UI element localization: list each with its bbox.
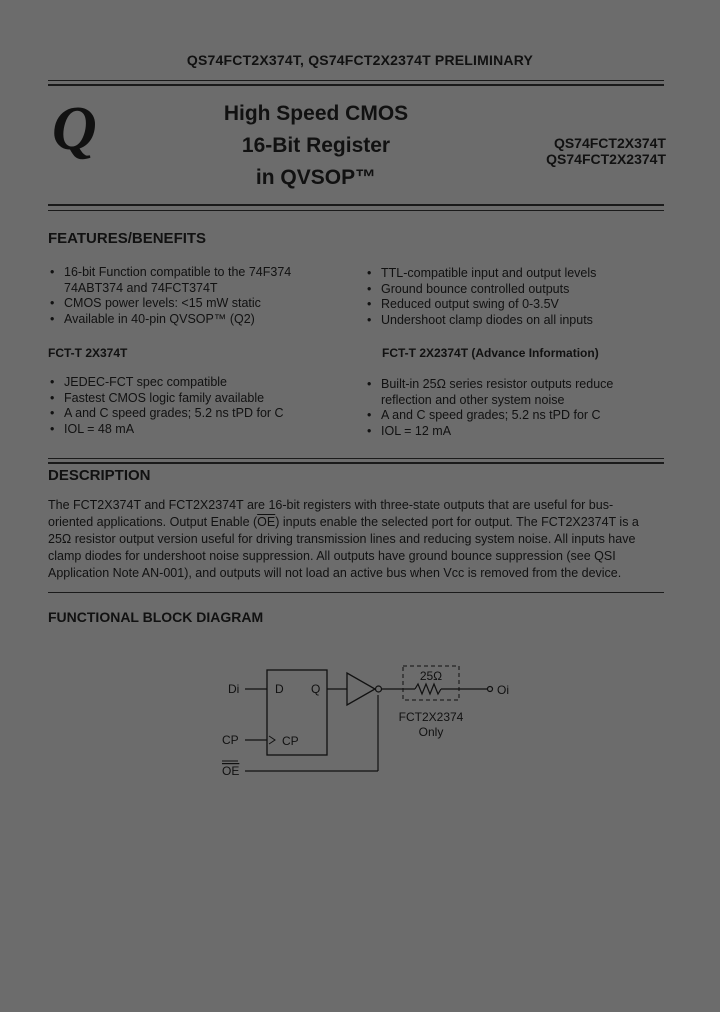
subsection-heading-2x2374t: FCT-T 2X2374T (Advance Information) xyxy=(382,346,599,360)
oe-overbar-text: $\overline{OE}$ xyxy=(257,515,276,529)
list-item: • A and C speed grades; 5.2 ns tPD for C xyxy=(48,406,358,422)
list-item: • Ground bounce controlled outputs xyxy=(365,282,665,298)
subsection-heading-2x374t: FCT-T 2X374T xyxy=(48,346,128,360)
title-line-2: 16-Bit Register xyxy=(241,134,391,157)
block-diagram xyxy=(0,640,720,800)
description-line-5: Application Note AN-001), and outputs will not load an active bus when Vcc is removed from the device. xyxy=(48,566,622,580)
list-item: • JEDEC-FCT spec compatible xyxy=(48,375,358,391)
output-terminal-icon xyxy=(488,687,493,692)
description-line-2a: oriented applications. Output Enable ( xyxy=(48,515,258,529)
title-line-3: in QVSOP™ xyxy=(255,166,377,189)
section-rule xyxy=(48,458,664,459)
description-line-3: 25Ω resistor output version useful for driving transmission lines and reducing system noise. All inputs have xyxy=(48,532,636,546)
list-item: • Reduced output swing of 0-3.5V xyxy=(365,297,665,313)
list-item: • TTL-compatible input and output levels xyxy=(365,266,665,282)
diagram-heading: FUNCTIONAL BLOCK DIAGRAM xyxy=(48,609,264,625)
description-heading: DESCRIPTION xyxy=(48,467,151,484)
product-title xyxy=(200,98,432,194)
clock-edge-icon xyxy=(269,736,275,744)
sub-left-list xyxy=(48,375,358,437)
cp-pin-label: CP xyxy=(282,734,299,748)
description-body xyxy=(48,497,668,582)
sub-right-list xyxy=(365,377,665,439)
part-number-1: QS74FCT2X374T xyxy=(553,135,666,151)
diagram-rule xyxy=(48,592,664,593)
list-item: • A and C speed grades; 5.2 ns tPD for C xyxy=(365,408,665,424)
description-line-2 xyxy=(48,514,668,531)
title-line-1: High Speed CMOS xyxy=(223,102,409,125)
list-item: • Fastest CMOS logic family available xyxy=(48,391,358,407)
part-number-2: QS74FCT2X2374T xyxy=(546,151,666,167)
description-line-2c: ) inputs enable the selected port for output. The FCT2X2374T is a xyxy=(275,515,639,529)
list-item: • IOL = 12 mA xyxy=(365,424,665,440)
list-item: • Available in 40-pin QVSOP™ (Q2) xyxy=(48,312,358,328)
option-note-line-1: FCT2X2374 xyxy=(398,710,464,724)
inverter-bubble-icon xyxy=(376,686,382,692)
buffer-triangle-icon xyxy=(347,673,375,705)
part-numbers xyxy=(520,135,666,167)
list-item: • IOL = 48 mA xyxy=(48,422,358,438)
description-line-4: clamp diodes for undershoot noise suppression. All outputs have ground bounce suppression (see QSI xyxy=(48,549,616,563)
description-line-1: The FCT2X374T and FCT2X2374T are 16-bit registers with three-state outputs that are useful for bus- xyxy=(48,498,614,512)
cp-input-label: CP xyxy=(222,733,239,747)
oi-label: Oi xyxy=(497,683,509,697)
header-rule-thick xyxy=(48,84,664,86)
section-rule-thick xyxy=(48,462,664,464)
resistor-value: 25Ω xyxy=(419,669,443,683)
list-item: • 16-bit Function compatible to the 74F374 xyxy=(48,265,358,281)
option-note-line-2: Only xyxy=(418,725,444,739)
features-heading: FEATURES/BENEFITS xyxy=(48,230,207,247)
features-right-list xyxy=(365,266,665,328)
features-left-list xyxy=(48,265,358,327)
list-item: • Undershoot clamp diodes on all inputs xyxy=(365,313,665,329)
list-item: 74ABT374 and 74FCT374T xyxy=(64,280,218,295)
header-rule xyxy=(48,80,664,81)
title-rule xyxy=(48,210,664,211)
di-label: Di xyxy=(228,682,240,696)
oe-label: OE xyxy=(222,764,240,778)
page-header: QS74FCT2X374T, QS74FCT2X2374T PRELIMINARY xyxy=(186,52,534,68)
company-logo: Q xyxy=(52,95,97,163)
resistor-icon xyxy=(415,684,441,694)
q-pin-label: Q xyxy=(311,682,321,696)
list-item: • CMOS power levels: <15 mW static xyxy=(48,296,358,312)
list-item: reflection and other system noise xyxy=(381,392,565,407)
d-pin-label: D xyxy=(275,682,284,696)
title-rule-thick xyxy=(48,204,664,206)
list-item: • Built-in 25Ω series resistor outputs reduce xyxy=(365,377,665,393)
